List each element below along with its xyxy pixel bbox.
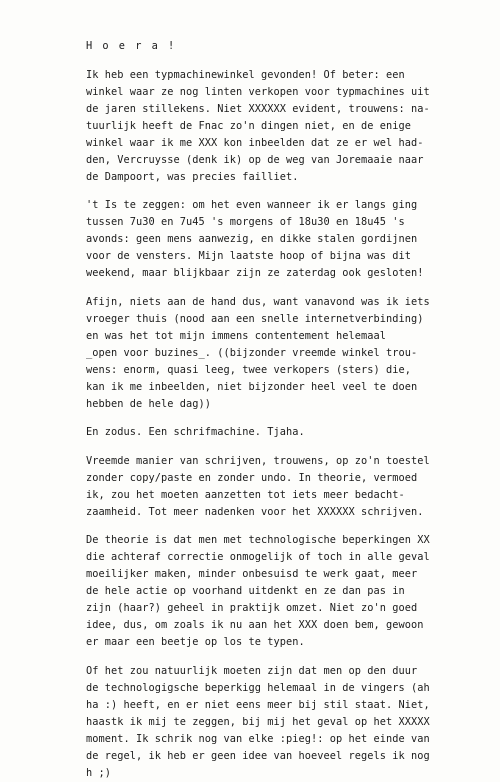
text-line: h ;) <box>86 766 111 779</box>
text-line: zonder copy/paste en zonder undo. In theorie, vermoed <box>86 471 418 484</box>
text-line: voor de vensters. Mijn laatste hoop of bijna was dit <box>86 250 411 262</box>
text-line: Vreemde manier van schrijven, trouwens, op zo'n toestel <box>86 454 430 467</box>
paragraph <box>86 663 472 782</box>
text-line: Of het zou natuurlijk moeten zijn dat men op den duur <box>86 664 418 677</box>
text-line: de technologigsche beperkigg helemaal in de vingers (ah <box>86 681 430 694</box>
text-line: de jaren stillekens. Niet XXXXXX evident, trouwens: na- <box>86 102 430 115</box>
text-line: de regel, ik heb er geen idee van hoeveel regels ik nog <box>86 749 430 762</box>
text-line: 't Is te zeggen: om het even wanneer ik er langs ging <box>86 199 418 211</box>
text-line: er maar een beetje op los te typen. <box>86 636 305 648</box>
text-line: _open voor buzines_. ((bijzonder vreemde winkel trou- <box>86 346 418 359</box>
text-line: de Dampoort, was precies failliet. <box>86 170 299 183</box>
text-line: weekend, maar blijkbaar zijn ze zaterdag ook gesloten! <box>86 267 424 279</box>
text-line: haastk ik mij te zeggen, bij mij het geval op het XXXXX <box>86 715 430 728</box>
text-line: vroeger thuis (nood aan een snelle internetverbinding) <box>86 312 424 325</box>
text-line: tuurlijk heeft de Fnac zo'n dingen niet, en de enige <box>86 119 411 132</box>
text-line: winkel waar ik me XXX kon inbeelden dat ze er wel had- <box>86 136 424 149</box>
paragraph <box>86 532 472 651</box>
paragraph <box>86 453 472 521</box>
text-line: En zodus. Een schrifmachine. Tjaha. <box>86 426 305 438</box>
paragraph <box>86 424 472 441</box>
text-line: kan ik me inbeelden, niet bijzonder heel veel te doen <box>86 380 418 393</box>
text-line: Afijn, niets aan de hand dus, want vanavond was ik iets <box>86 295 430 308</box>
text-line: avonds: geen mens aanwezig, en dikke stalen gordijnen <box>86 233 418 245</box>
text-line: en was het tot mijn immens contentement helemaal <box>86 329 386 342</box>
text-line: hebben de hele dag)) <box>86 397 211 410</box>
text-line: zijn (haar?) geheel in praktijk omzet. Niet zo'n goed <box>86 602 418 614</box>
text-line: moment. Ik schrik nog van elke :pieg!: op het einde van <box>86 732 430 745</box>
text-line: den, Vercruysse (denk ik) op de weg van Joremaaie naar <box>86 153 424 166</box>
text-line: winkel waar ze nog linten verkopen voor typmachines uit <box>86 85 430 98</box>
paragraph <box>86 67 472 186</box>
text-line: Ik heb een typmachinewinkel gevonden! Of beter: een <box>86 68 405 81</box>
paragraph <box>86 197 472 282</box>
text-line: tussen 7u30 en 7u45 's morgens of 18u30 en 18u45 's <box>86 216 405 228</box>
paragraph <box>86 294 472 413</box>
text-line: ik, zou het moeten aanzetten tot iets meer bedacht- <box>86 488 405 501</box>
heading-line: H o e r a ! <box>86 40 177 52</box>
text-line: de hele actie op voorhand uitdenkt en ze dan pas in <box>86 585 405 597</box>
paragraph <box>86 38 472 55</box>
text-line: De theorie is dat men met technologische beperkingen XX <box>86 534 430 546</box>
text-line: moeilijker maken, minder onbesuisd te werk gaat, meer <box>86 568 418 580</box>
text-line: idee, dus, om zoals ik nu aan het XXX doen bem, gewoon <box>86 619 424 631</box>
text-line: ha :) heeft, en er niet eens meer bij stil staat. Niet, <box>86 698 430 711</box>
text-line: wens: enorm, quasi leeg, twee verkopers (sters) die, <box>86 363 411 376</box>
text-line: zaamheid. Tot meer nadenken voor het XXXXXX schrijven. <box>86 505 424 518</box>
text-line: die achteraf correctie onmogelijk of toch in alle geval <box>86 551 430 563</box>
